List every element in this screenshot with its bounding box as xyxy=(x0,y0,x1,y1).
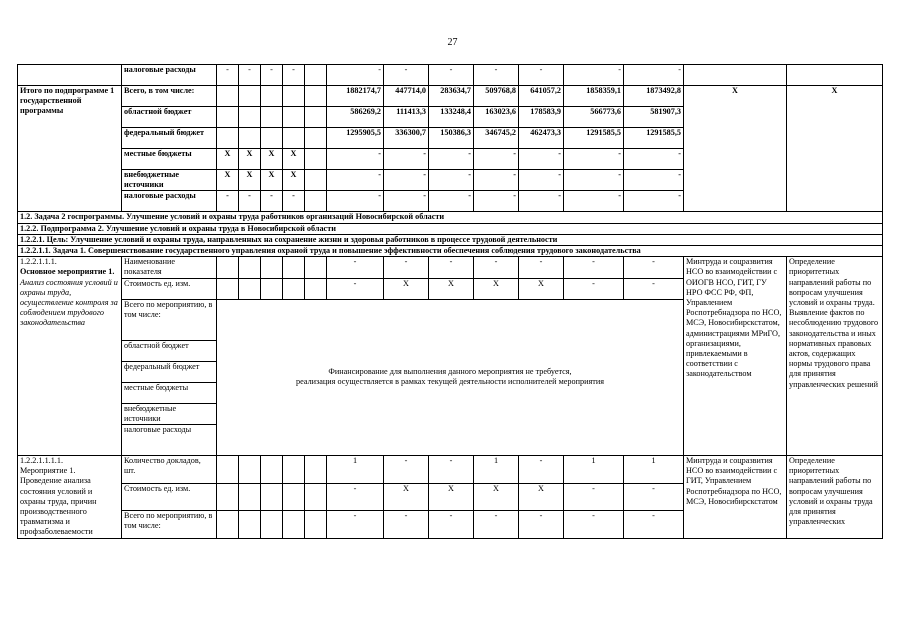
event-description: Анализ состояния условий и охраны труда, осуществление контроля за соблюдением трудового законодательства xyxy=(20,277,118,328)
value-cell: - xyxy=(217,65,239,86)
value-cell: - xyxy=(327,257,384,278)
value-cell xyxy=(305,278,327,299)
value-cell: X xyxy=(474,483,519,510)
result-cell: Определение приоритетных направлений работы по вопросам улучшения условий и охраны труда. Выявление фактов по несоблюдению трудового законодательства и иных нормативных правовых актов, содержащих нормы трудового права для принятия управленческих решений xyxy=(787,257,883,456)
value-cell xyxy=(305,456,327,484)
value-cell: - xyxy=(327,278,384,299)
value-cell: X xyxy=(217,170,239,191)
value-cell: - xyxy=(474,510,519,538)
event-title: Основное мероприятие 1. xyxy=(20,267,115,277)
value-cell xyxy=(305,191,327,212)
value-cell: - xyxy=(429,257,474,278)
value-cell: 150386,3 xyxy=(429,128,474,149)
funding-label: налоговые расходы xyxy=(122,425,217,456)
program-table xyxy=(17,64,883,539)
value-cell xyxy=(261,483,283,510)
value-cell: - xyxy=(564,257,624,278)
value-cell: 111413,3 xyxy=(384,107,429,128)
value-cell: - xyxy=(384,257,429,278)
row-label: Стоимость ед. изм. xyxy=(122,483,217,510)
value-cell: - xyxy=(474,191,519,212)
value-cell: 133248,4 xyxy=(429,107,474,128)
row-label: областной бюджет xyxy=(122,107,217,128)
value-cell: - xyxy=(239,65,261,86)
value-cell: - xyxy=(384,65,429,86)
value-cell xyxy=(283,86,305,107)
value-cell: - xyxy=(624,191,684,212)
event-number: 1.2.2.1.1.1. xyxy=(20,257,57,267)
value-cell: X xyxy=(217,149,239,170)
value-cell: - xyxy=(429,191,474,212)
section-heading-text: 1.2. Задача 2 госпрограммы. Улучшение условий и охраны труда работников организаций Новосибирской области xyxy=(18,212,883,223)
row-label: налоговые расходы xyxy=(122,191,217,212)
financing-note-line-1: Финансирование для выполнения данного мероприятия не требуется, xyxy=(328,367,572,377)
value-cell: 178583,9 xyxy=(519,107,564,128)
value-cell: 163023,6 xyxy=(474,107,519,128)
value-cell: - xyxy=(327,483,384,510)
funding-label: федеральный бюджет xyxy=(122,361,217,382)
value-cell: X xyxy=(261,149,283,170)
value-cell: 462473,3 xyxy=(519,128,564,149)
value-cell: - xyxy=(474,257,519,278)
value-cell: 1 xyxy=(564,456,624,484)
row-label: федеральный бюджет xyxy=(122,128,217,149)
event-main-indicator xyxy=(18,257,883,278)
value-cell xyxy=(261,456,283,484)
section-heading xyxy=(18,234,883,245)
value-cell: 1 xyxy=(474,456,519,484)
value-cell xyxy=(239,278,261,299)
value-cell: X xyxy=(239,149,261,170)
value-cell: - xyxy=(384,456,429,484)
value-cell xyxy=(217,483,239,510)
row-label: Наименование показателя xyxy=(122,257,217,278)
value-cell xyxy=(239,107,261,128)
value-cell: - xyxy=(564,65,624,86)
value-cell xyxy=(217,278,239,299)
page-number: 27 xyxy=(447,37,458,48)
value-cell: 581907,3 xyxy=(624,107,684,128)
value-cell: X xyxy=(283,149,305,170)
value-cell xyxy=(217,128,239,149)
value-cell: - xyxy=(564,191,624,212)
value-cell xyxy=(305,170,327,191)
value-cell: - xyxy=(217,191,239,212)
value-cell xyxy=(217,510,239,538)
value-cell: - xyxy=(384,510,429,538)
funding-label: местные бюджеты xyxy=(122,382,217,403)
value-cell: - xyxy=(327,510,384,538)
value-cell: - xyxy=(519,510,564,538)
value-cell xyxy=(283,456,305,484)
value-cell: 1295905,5 xyxy=(327,128,384,149)
value-cell: - xyxy=(519,257,564,278)
value-cell: X xyxy=(283,170,305,191)
value-cell: - xyxy=(624,149,684,170)
value-cell: - xyxy=(564,278,624,299)
row-label: Всего по мероприятию, в том числе: xyxy=(122,510,217,538)
value-cell xyxy=(283,483,305,510)
empty-cell xyxy=(787,65,883,86)
value-cell: - xyxy=(519,149,564,170)
row-label: Количество докладов, шт. xyxy=(122,456,217,484)
value-cell: 1291585,5 xyxy=(624,128,684,149)
value-cell xyxy=(239,510,261,538)
value-cell: - xyxy=(429,170,474,191)
value-cell: - xyxy=(624,483,684,510)
value-cell: 566773,6 xyxy=(564,107,624,128)
value-cell: 1882174,7 xyxy=(327,86,384,107)
value-cell xyxy=(239,456,261,484)
section-heading-text: 1.2.2.1.1. Задача 1. Совершенствование государственного управления охраной труда и повышение эффективности обеспечения соблюдения трудового законодательства xyxy=(18,246,883,257)
value-cell: 1291585,5 xyxy=(564,128,624,149)
value-cell xyxy=(261,128,283,149)
value-cell: - xyxy=(624,510,684,538)
value-cell: - xyxy=(624,278,684,299)
event-description: Мероприятие 1. Проведение анализа состояния условий и охраны труда, причин производственного травматизма и профзаболеваемости xyxy=(20,466,97,537)
value-cell xyxy=(305,65,327,86)
value-cell: - xyxy=(327,170,384,191)
value-cell: - xyxy=(519,456,564,484)
value-cell xyxy=(261,510,283,538)
executors-cell: Минтруда и соцразвития НСО во взаимодействии с ГИТ, Управлением Роспотребнадзора по НСО, МСЭ, Новосибирскстатом xyxy=(684,456,787,539)
value-cell: - xyxy=(564,510,624,538)
funding-label: областной бюджет xyxy=(122,340,217,361)
result-cell: Определение приоритетных направлений работы по вопросам улучшения условий и охраны труда для принятия управленческих xyxy=(787,456,883,539)
value-cell: 1858359,1 xyxy=(564,86,624,107)
value-cell: - xyxy=(519,191,564,212)
value-cell xyxy=(239,483,261,510)
value-cell: - xyxy=(283,191,305,212)
value-cell: - xyxy=(429,456,474,484)
value-cell: X xyxy=(429,278,474,299)
value-cell xyxy=(261,257,283,278)
value-cell: - xyxy=(564,483,624,510)
value-cell xyxy=(261,107,283,128)
value-cell xyxy=(283,257,305,278)
row-label: Всего, в том числе: xyxy=(122,86,217,107)
funding-label: внебюджетные источники xyxy=(122,403,217,424)
value-cell: - xyxy=(474,65,519,86)
financing-note-line-2: реализация осуществляется в рамках текущей деятельности исполнителей мероприятия xyxy=(296,377,604,387)
section-heading xyxy=(18,212,883,223)
row-label: внебюджетные источники xyxy=(122,170,217,191)
value-cell: 641057,2 xyxy=(519,86,564,107)
value-cell xyxy=(283,128,305,149)
total-row xyxy=(18,86,883,107)
value-cell: - xyxy=(261,191,283,212)
value-cell: 586269,2 xyxy=(327,107,384,128)
value-cell: 336300,7 xyxy=(384,128,429,149)
value-cell xyxy=(283,107,305,128)
value-cell xyxy=(239,128,261,149)
value-cell xyxy=(217,456,239,484)
value-cell: - xyxy=(283,65,305,86)
section-heading xyxy=(18,223,883,234)
event-main-title-cell xyxy=(18,257,122,456)
value-cell xyxy=(217,107,239,128)
value-cell xyxy=(261,278,283,299)
value-cell: - xyxy=(261,65,283,86)
value-cell: - xyxy=(624,257,684,278)
value-cell: - xyxy=(564,149,624,170)
value-cell: 1 xyxy=(624,456,684,484)
value-cell: 1 xyxy=(327,456,384,484)
value-cell: - xyxy=(519,170,564,191)
value-cell: X xyxy=(519,278,564,299)
value-cell: - xyxy=(327,65,384,86)
value-cell xyxy=(305,510,327,538)
value-cell: 509768,8 xyxy=(474,86,519,107)
row-tax-top xyxy=(18,65,883,86)
value-cell: 447714,0 xyxy=(384,86,429,107)
value-cell xyxy=(239,257,261,278)
value-cell: X xyxy=(239,170,261,191)
value-cell: X xyxy=(261,170,283,191)
empty-cell xyxy=(684,65,787,86)
value-cell: X xyxy=(474,278,519,299)
event-sub-reports xyxy=(18,456,883,484)
value-cell xyxy=(217,257,239,278)
empty-cell xyxy=(18,65,122,86)
value-cell: - xyxy=(429,510,474,538)
value-cell: X xyxy=(519,483,564,510)
executors-cell: Минтруда и соцразвития НСО во взаимодействии с ОИОГВ НСО, ГИТ, ГУ НРО ФСС РФ, ФП, Управлением Роспотребнадзора по НСО, МСЭ, Новосибирскстатом, администрациями МРиГО, организациями, привлекаемыми в соответствии с законодательством xyxy=(684,257,787,456)
value-cell xyxy=(261,86,283,107)
value-cell: - xyxy=(429,149,474,170)
section-heading-text: 1.2.2. Подпрограмма 2. Улучшение условий и охраны труда в Новосибирской области xyxy=(18,223,883,234)
value-cell: - xyxy=(429,65,474,86)
value-cell: 346745,2 xyxy=(474,128,519,149)
value-cell: - xyxy=(624,65,684,86)
x-mark-right: X xyxy=(787,86,883,212)
value-cell: X xyxy=(429,483,474,510)
section-heading xyxy=(18,246,883,257)
row-label: налоговые расходы xyxy=(122,65,217,86)
value-cell: - xyxy=(239,191,261,212)
value-cell: X xyxy=(384,278,429,299)
value-cell xyxy=(239,86,261,107)
value-cell xyxy=(305,257,327,278)
value-cell: 283634,7 xyxy=(429,86,474,107)
row-label: Стоимость ед. изм. xyxy=(122,278,217,299)
funding-label: Всего по мероприятию, в том числе: xyxy=(122,299,217,340)
value-cell: - xyxy=(519,65,564,86)
value-cell: - xyxy=(474,170,519,191)
financing-note xyxy=(217,299,684,455)
value-cell xyxy=(283,510,305,538)
total-title: Итого по подпрограмме 1 государственной программы xyxy=(18,86,122,212)
value-cell: - xyxy=(624,170,684,191)
value-cell: - xyxy=(384,191,429,212)
value-cell xyxy=(305,149,327,170)
value-cell: 1873492,8 xyxy=(624,86,684,107)
value-cell: - xyxy=(327,191,384,212)
value-cell: - xyxy=(474,149,519,170)
value-cell: - xyxy=(384,170,429,191)
value-cell xyxy=(305,107,327,128)
value-cell: - xyxy=(564,170,624,191)
x-mark-left: X xyxy=(684,86,787,212)
value-cell xyxy=(217,86,239,107)
value-cell xyxy=(305,483,327,510)
event-number: 1.2.2.1.1.1.1. xyxy=(20,456,63,466)
value-cell xyxy=(305,128,327,149)
value-cell xyxy=(305,86,327,107)
section-heading-text: 1.2.2.1. Цель: Улучшение условий и охраны труда, направленных на сохранение жизни и здоровья работников в процессе трудовой деятельности xyxy=(18,234,883,245)
value-cell: - xyxy=(384,149,429,170)
event-sub-description xyxy=(18,456,122,539)
value-cell xyxy=(283,278,305,299)
row-label: местные бюджеты xyxy=(122,149,217,170)
value-cell: - xyxy=(327,149,384,170)
value-cell: X xyxy=(384,483,429,510)
